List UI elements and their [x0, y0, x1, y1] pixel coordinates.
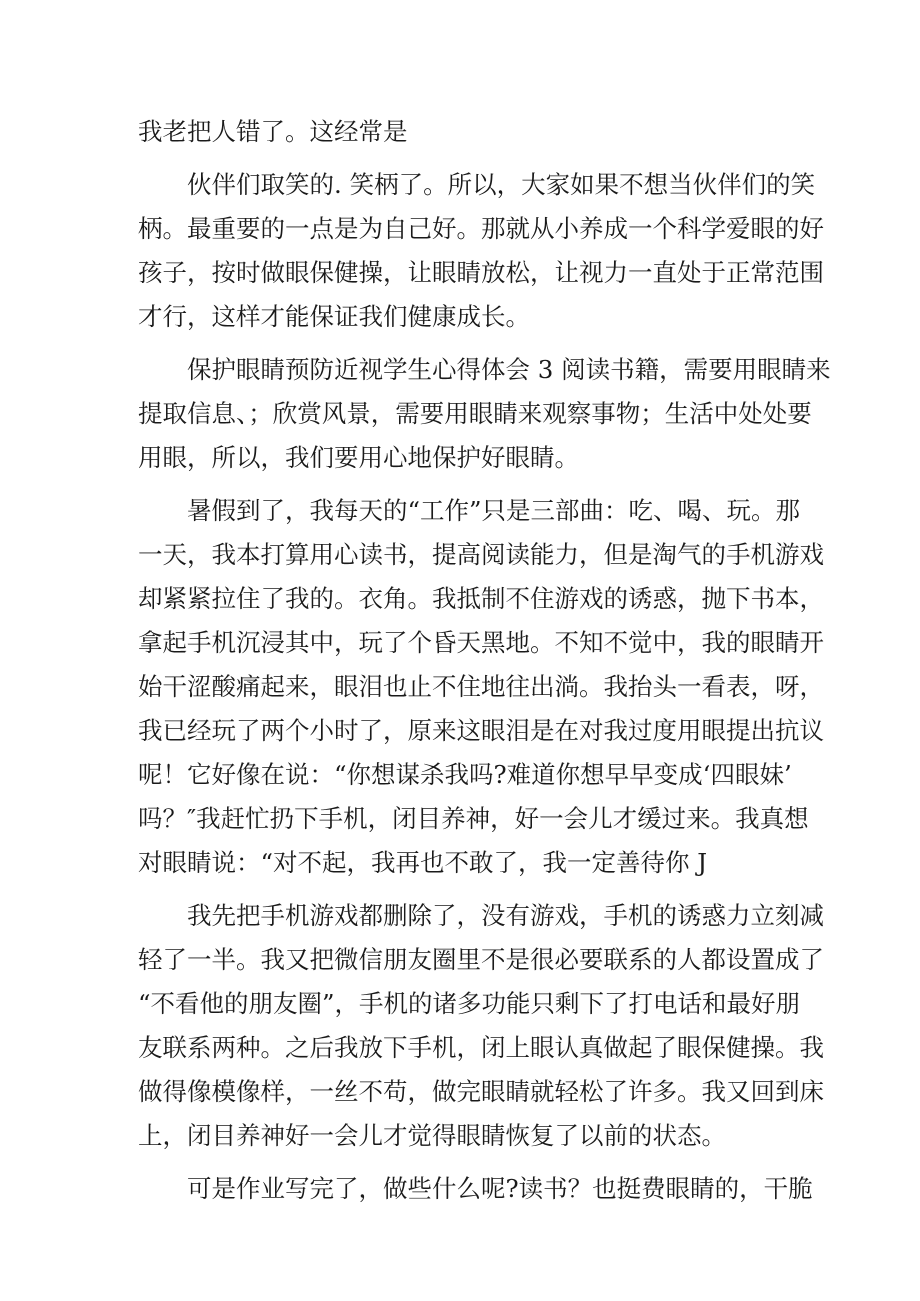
text-line: 我老把人错了。这经常是: [138, 117, 408, 146]
paragraph-first-line: 暑假到了，我每天的“工作”只是三部曲：吃、喝、玩。那: [187, 496, 801, 525]
paragraph-first-line: 伙伴们取笑的. 笑柄了。所以，大家如果不想当伙伴们的笑: [187, 170, 816, 199]
text-line: 吗？″我赶忙扔下手机，闭目养神，好一会儿才缓过来。我真想: [138, 804, 809, 833]
text-line: “不看他的朋友圈”，手机的诸多功能只剩下了打电话和最好朋: [138, 989, 801, 1018]
body-text: [138, 110, 831, 1211]
text-line: 柄。最重要的一点是为自己好。那就从小养成一个科学爱眼的好: [138, 214, 824, 243]
text-line: 友联系两种。之后我放下手机，闭上眼认真做起了眼保健操。我: [138, 1033, 824, 1062]
text-line: 却紧紧拉住了我的。衣角。我抵制不住游戏的诱惑，抛下书本，: [138, 584, 824, 613]
paragraph-first-line: 保护眼睛预防近视学生心得体会 3 阅读书籍，需要用眼睛来: [187, 355, 831, 384]
text-line: 用眼，所以，我们要用心地保护好眼睛。: [138, 443, 579, 472]
paragraph-first-line: 我先把手机游戏都删除了，没有游戏，手机的诱惑力立刻减: [187, 901, 824, 930]
paragraph-first-line: 可是作业写完了，做些什么呢?读书？也挺费眼睛的，干脆: [187, 1174, 813, 1203]
text-line: 始干涩酸痛起来，眼泪也止不住地往出淌。我抬头一看表，呀，: [138, 672, 824, 701]
text-line: 上，闭目养神好一会儿才觉得眼睛恢复了以前的状态。: [138, 1121, 726, 1150]
text-line: 对眼睛说：“对不起，我再也不敢了，我一定善待你 J: [138, 848, 708, 877]
text-line: 一天，我本打算用心读书，提高阅读能力，但是淘气的手机游戏: [138, 540, 824, 569]
text-line: 才行，这样才能保证我们健康成长。: [138, 302, 530, 331]
text-line: 做得像模像样，一丝不苟，做完眼睛就轻松了许多。我又回到床: [138, 1077, 824, 1106]
text-line: 呢！它好像在说：“你想谋杀我吗?难道你想早早变成‘四眼妹’: [138, 760, 792, 789]
text-line: 我已经玩了两个小时了，原来这眼泪是在对我过度用眼提出抗议: [138, 716, 824, 745]
text-line: 轻了一半。我又把微信朋友圈里不是很必要联系的人都设置成了: [138, 945, 824, 974]
text-line: 拿起手机沉浸其中，玩了个昏天黑地。不知不觉中，我的眼睛开: [138, 628, 824, 657]
text-line: 提取信息、；欣赏风景，需要用眼睛来观察事物；生活中处处要: [138, 399, 812, 428]
text-line: 孩子，按时做眼保健操，让眼睛放松，让视力一直处于正常范围: [138, 258, 824, 287]
